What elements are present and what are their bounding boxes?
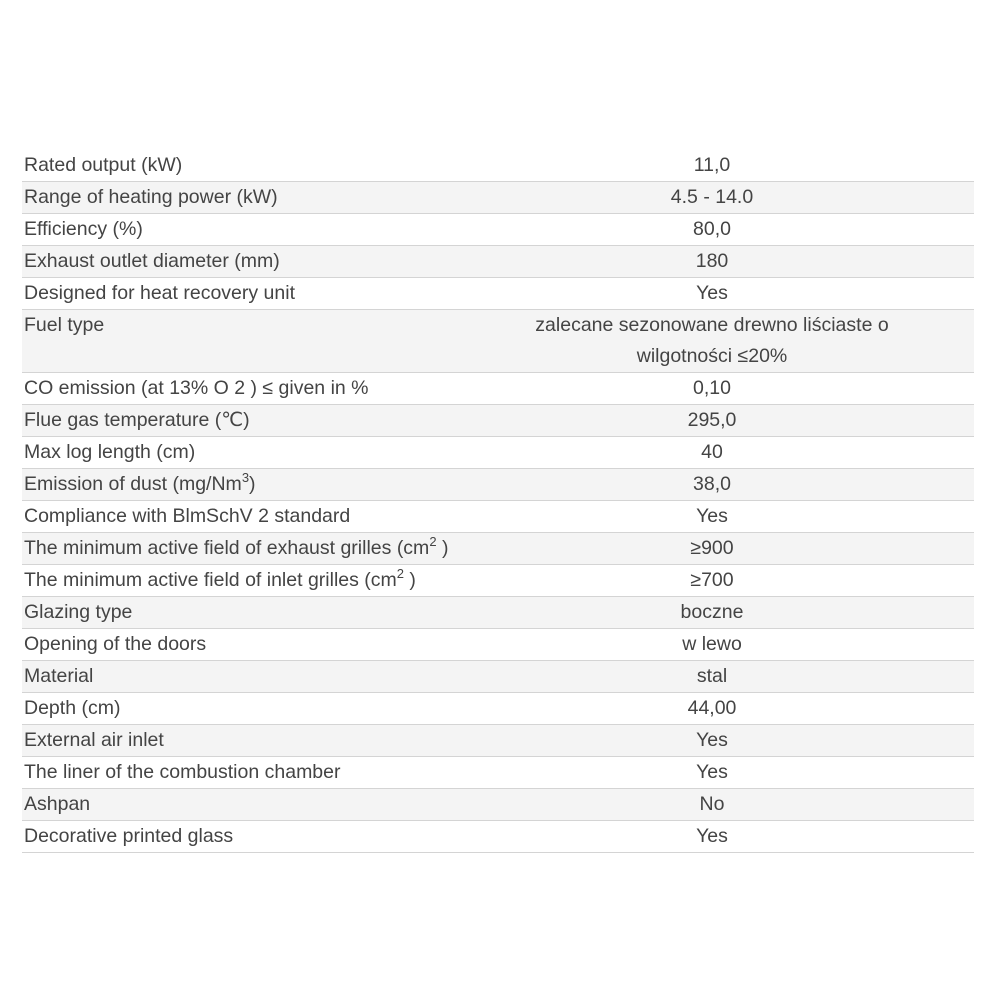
spec-value: Yes [696, 729, 728, 751]
spec-value: zalecane sezonowane drewno liściaste o wilgotności ≤20% [535, 314, 889, 367]
spec-value: ≥700 [690, 569, 734, 591]
table-row [22, 405, 974, 437]
table-row [22, 821, 974, 853]
spec-label: Max log length (cm) [24, 441, 196, 463]
spec-label: Flue gas temperature (℃) [24, 409, 250, 431]
spec-value: 295,0 [687, 409, 737, 431]
spec-label-tail: ) [249, 473, 256, 495]
spec-label-tail: ) [436, 537, 449, 559]
spec-label: Depth (cm) [24, 697, 121, 719]
spec-value: 80,0 [693, 218, 731, 240]
superscript: 2 [396, 566, 405, 581]
spec-label-text: Emission of dust (mg/Nm [24, 473, 242, 495]
spec-value: 40 [701, 441, 723, 463]
table-row [22, 469, 974, 501]
table-row [22, 278, 974, 310]
spec-label-text: The minimum active field of inlet grilles (cm [24, 569, 397, 591]
table-row [22, 789, 974, 821]
table-row [22, 373, 974, 405]
spec-value: Yes [696, 282, 728, 304]
spec-value: Yes [696, 825, 728, 847]
spec-label-text: The minimum active field of exhaust grilles (cm [24, 537, 430, 559]
table-row [22, 150, 974, 182]
spec-label: Fuel type [24, 314, 105, 336]
table-row [22, 182, 974, 214]
superscript: 3 [241, 470, 250, 485]
spec-label: Compliance with BlmSchV 2 standard [24, 505, 351, 527]
spec-value: Yes [696, 761, 728, 783]
table-row [22, 501, 974, 533]
spec-value: 11,0 [693, 154, 731, 176]
superscript: 2 [429, 534, 437, 549]
spec-label: Efficiency (%) [24, 218, 143, 240]
table-row [22, 565, 974, 597]
spec-table [22, 150, 974, 853]
spec-label: External air inlet [24, 729, 164, 751]
spec-label: Range of heating power (kW) [24, 186, 278, 208]
spec-label-tail: ) [404, 569, 416, 591]
spec-label: Exhaust outlet diameter (mm) [24, 250, 280, 272]
spec-label: Material [24, 665, 94, 687]
table-row [22, 629, 974, 661]
table-row [22, 661, 974, 693]
spec-label [22, 565, 450, 597]
spec-value: 44,00 [687, 697, 737, 719]
spec-label: CO emission (at 13% O 2 ) ≤ given in % [24, 377, 369, 399]
spec-value: 4.5 - 14.0 [670, 186, 754, 208]
spec-value: ≥900 [690, 537, 734, 559]
spec-value: No [699, 793, 725, 815]
spec-label: Decorative printed glass [24, 825, 234, 847]
spec-label: Rated output (kW) [24, 154, 183, 176]
spec-value: 180 [695, 250, 729, 272]
table-row [22, 310, 974, 373]
spec-value: w lewo [682, 633, 742, 655]
table-row [22, 693, 974, 725]
spec-value: Yes [696, 505, 728, 527]
spec-value: 38,0 [693, 473, 731, 495]
spec-label: Designed for heat recovery unit [24, 282, 295, 304]
table-row [22, 214, 974, 246]
table-row [22, 533, 974, 565]
table-row [22, 725, 974, 757]
spec-label: Ashpan [24, 793, 91, 815]
spec-label: The liner of the combustion chamber [24, 761, 341, 783]
table-row [22, 437, 974, 469]
table-row [22, 597, 974, 629]
spec-value: boczne [680, 601, 744, 623]
spec-label [22, 533, 450, 565]
spec-label: Glazing type [24, 601, 133, 623]
spec-value: stal [696, 665, 728, 687]
table-row [22, 757, 974, 789]
spec-label: Opening of the doors [24, 633, 207, 655]
table-row [22, 246, 974, 278]
spec-label [22, 469, 450, 501]
spec-value: 0,10 [693, 377, 731, 399]
